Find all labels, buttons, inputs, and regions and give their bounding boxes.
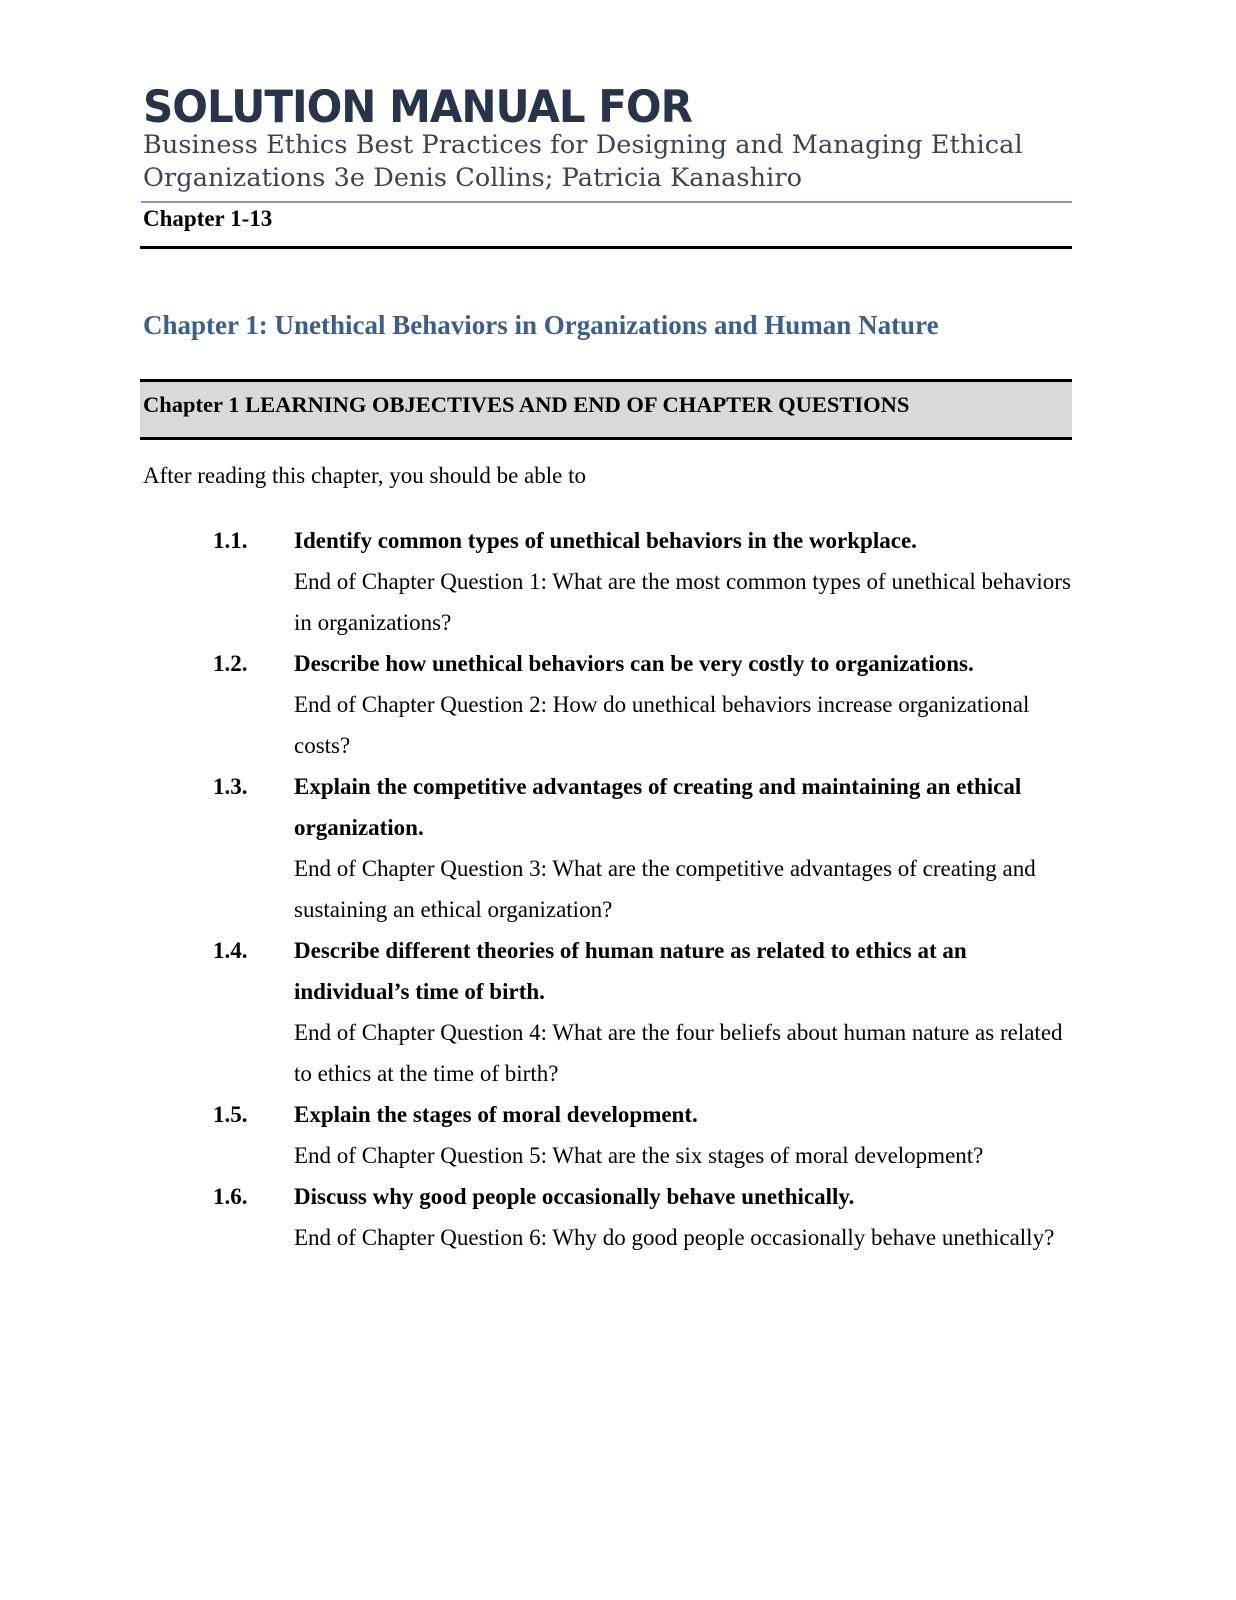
objectives-title: Chapter 1 LEARNING OBJECTIVES AND END OF CHAPTER QUESTIONS (143, 392, 910, 417)
intro-text: After reading this chapter, you should be able to (143, 463, 586, 488)
objective-title: Explain the competitive advantages of creating and maintaining an ethical organization. (294, 774, 1022, 840)
objective-number: 1.6. (213, 1184, 248, 1209)
objective-title: Discuss why good people occasionally behave unethically. (294, 1184, 855, 1209)
objective-item (213, 766, 1073, 930)
objective-title: Describe how unethical behaviors can be very costly to organizations. (294, 651, 974, 676)
objective-item (213, 1176, 1073, 1258)
document-title: SOLUTION MANUAL FOR (143, 81, 692, 133)
objective-title: Explain the stages of moral development. (294, 1102, 698, 1127)
objective-item (213, 1094, 1073, 1176)
header-divider (140, 246, 1072, 249)
objective-number: 1.3. (213, 774, 248, 799)
objective-item (213, 643, 1073, 766)
objective-question: End of Chapter Question 4: What are the four beliefs about human nature as related to ethics at the time of birth? (294, 1020, 1063, 1086)
objective-title: Describe different theories of human nature as related to ethics at an individual’s time of birth. (294, 938, 967, 1004)
objective-question: End of Chapter Question 2: How do unethical behaviors increase organizational costs? (294, 692, 1030, 758)
objective-question: End of Chapter Question 3: What are the competitive advantages of creating and sustaining an ethical organization? (294, 856, 1036, 922)
objective-question: End of Chapter Question 5: What are the six stages of moral development? (294, 1143, 984, 1168)
chapter-heading: Chapter 1: Unethical Behaviors in Organizations and Human Nature (143, 310, 939, 340)
chapter-range: Chapter 1-13 (143, 206, 273, 231)
objective-number: 1.1. (213, 528, 248, 553)
objective-item (213, 930, 1073, 1094)
title-divider (141, 201, 1072, 203)
objectives-banner (140, 379, 1072, 440)
objective-question: End of Chapter Question 6: Why do good people occasionally behave unethically? (294, 1225, 1055, 1250)
objectives-list (213, 520, 1073, 1258)
objective-title: Identify common types of unethical behaviors in the workplace. (294, 528, 917, 553)
objective-number: 1.5. (213, 1102, 248, 1127)
objective-item (213, 520, 1073, 643)
book-subtitle: Business Ethics Best Practices for Designing and Managing Ethical Organizations 3e Denis Collins; Patricia Kanashiro (143, 130, 1023, 193)
objective-number: 1.2. (213, 651, 248, 676)
objective-question: End of Chapter Question 1: What are the most common types of unethical behaviors in organizations? (294, 569, 1071, 635)
objective-number: 1.4. (213, 938, 248, 963)
